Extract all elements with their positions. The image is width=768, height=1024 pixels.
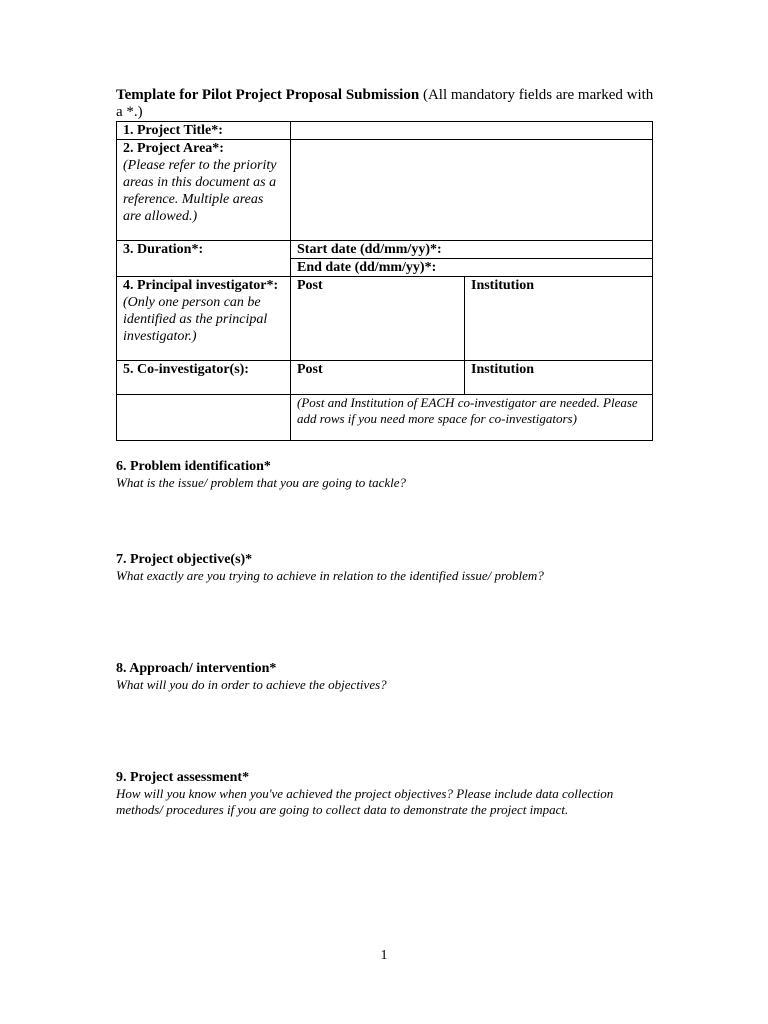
pi-note: (Only one person can be identified as the principal investigator.): [123, 295, 268, 344]
section-title: 7. Project objective(s)*: [116, 552, 253, 567]
coi-empty-cell[interactable]: [117, 395, 291, 441]
pi-institution-field[interactable]: Institution: [465, 277, 653, 361]
proposal-form-table: [116, 121, 653, 441]
project-area-field[interactable]: [291, 140, 653, 241]
row-co-investigator: [117, 361, 653, 395]
section-title: 8. Approach/ intervention*: [116, 661, 277, 676]
pi-cell: [117, 277, 291, 361]
row-co-investigator-note: [117, 395, 653, 441]
section-title: 9. Project assessment*: [116, 770, 250, 785]
section-title: 6. Problem identification*: [116, 459, 271, 474]
heading-bold: Template for Pilot Project Proposal Submission: [116, 87, 420, 103]
section-project-assessment: [116, 770, 656, 818]
section-description: What is the issue/ problem that you are going to tackle?: [116, 475, 407, 490]
section-approach-intervention: [116, 661, 656, 693]
duration-label: 3. Duration*:: [117, 241, 291, 277]
project-title-label: 1. Project Title*:: [117, 122, 291, 140]
pi-post-field[interactable]: Post: [291, 277, 465, 361]
project-area-cell: [117, 140, 291, 241]
pi-label: 4. Principal investigator*:: [123, 278, 279, 293]
page-number: 1: [380, 948, 388, 963]
heading-note: (All mandatory fields are marked with a *.): [116, 87, 654, 120]
document-heading: [116, 87, 656, 121]
section-problem-identification: [116, 459, 656, 491]
start-date-field[interactable]: Start date (dd/mm/yy)*:: [291, 241, 653, 259]
row-project-title: [117, 122, 653, 140]
row-duration-start: [117, 241, 653, 259]
section-description: What exactly are you trying to achieve in relation to the identified issue/ problem?: [116, 568, 544, 583]
end-date-field[interactable]: End date (dd/mm/yy)*:: [291, 259, 653, 277]
coi-post-field[interactable]: Post: [291, 361, 465, 395]
section-project-objectives: [116, 552, 656, 584]
row-project-area: [117, 140, 653, 241]
section-description: How will you know when you've achieved the project objectives? Please include data collection methods/ procedures if you are going to collect data to demonstrate the project impact.: [116, 786, 614, 817]
coi-institution-field[interactable]: Institution: [465, 361, 653, 395]
coi-label: 5. Co-investigator(s):: [117, 361, 291, 395]
row-principal-investigator: [117, 277, 653, 361]
coi-note: (Post and Institution of EACH co-investigator are needed. Please add rows if you need more space for co-investigators): [291, 395, 653, 441]
section-description: What will you do in order to achieve the objectives?: [116, 677, 387, 692]
project-area-label: 2. Project Area*:: [123, 141, 224, 156]
project-title-field[interactable]: [291, 122, 653, 140]
project-area-note: (Please refer to the priority areas in this document as a reference. Multiple areas are allowed.): [123, 158, 277, 224]
